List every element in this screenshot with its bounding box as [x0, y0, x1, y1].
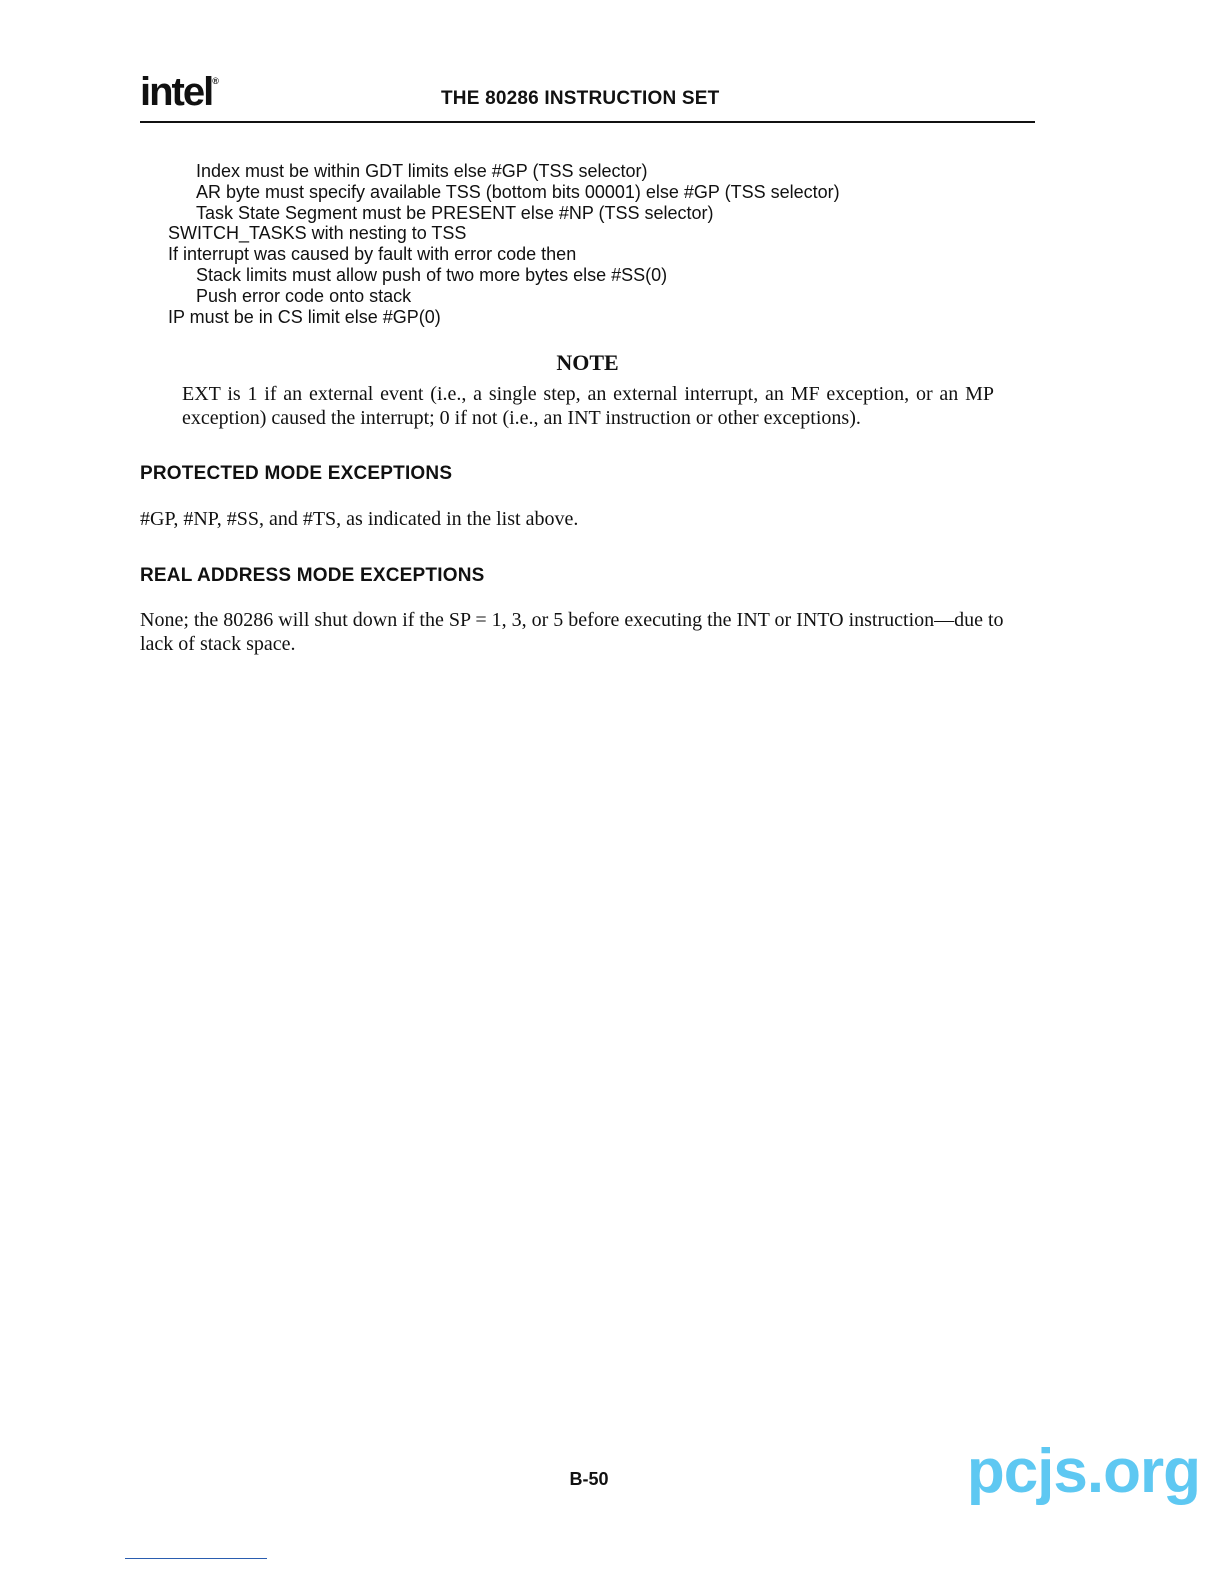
protected-mode-heading: PROTECTED MODE EXCEPTIONS	[140, 463, 453, 484]
protected-mode-body: #GP, #NP, #SS, and #TS, as indicated in the list above.	[140, 508, 579, 530]
page-header-title: THE 80286 INSTRUCTION SET	[441, 88, 720, 109]
note-title: NOTE	[556, 350, 619, 375]
pcjs-watermark[interactable]: pcjs.org	[966, 1437, 1200, 1506]
pseudocode-line: SWITCH_TASKS with nesting to TSS	[168, 223, 467, 244]
pseudocode-line: Index must be within GDT limits else #GP (TSS selector)	[196, 161, 648, 181]
page-number: B-50	[569, 1469, 609, 1489]
pseudocode-line: IP must be in CS limit else #GP(0)	[168, 306, 441, 327]
header-rule	[140, 121, 1035, 123]
pseudocode-line: If interrupt was caused by fault with error code then	[168, 244, 577, 265]
logo-text: intel	[140, 70, 213, 114]
link-underline	[125, 1558, 267, 1559]
real-mode-heading: REAL ADDRESS MODE EXCEPTIONS	[140, 565, 485, 586]
real-mode-body: None; the 80286 will shut down if the SP = 1, 3, or 5 before executing the INT or INTO instruction—due to lack of stack space.	[140, 609, 1004, 655]
registered-mark: ®	[212, 76, 219, 86]
pseudocode-line: Stack limits must allow push of two more bytes else #SS(0)	[196, 264, 668, 285]
intel-logo	[140, 70, 219, 115]
pseudocode-block	[168, 161, 1028, 327]
pseudocode-line: AR byte must specify available TSS (bottom bits 00001) else #GP (TSS selector)	[196, 181, 840, 202]
pseudocode-line: Push error code onto stack	[196, 285, 412, 306]
pseudocode-line: Task State Segment must be PRESENT else #NP (TSS selector)	[196, 202, 714, 223]
note-body: EXT is 1 if an external event (i.e., a single step, an external interrupt, an MF exception, or an MP exception) caused the interrupt; 0 if not (i.e., an INT instruction or other exceptions).	[182, 383, 994, 429]
